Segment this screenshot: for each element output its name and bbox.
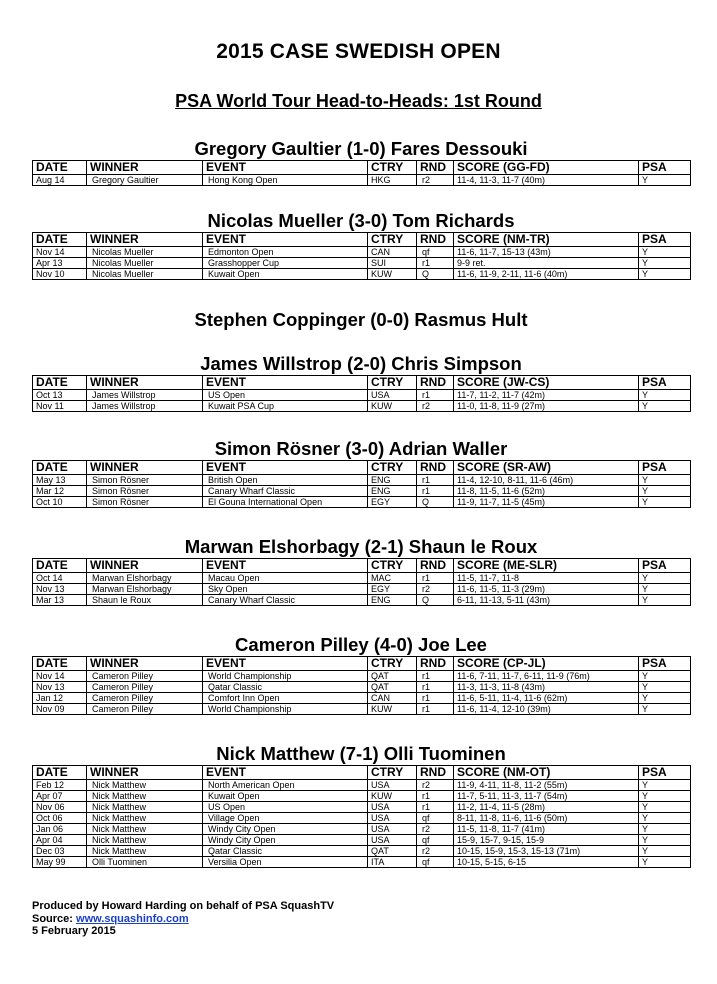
table-row [33,497,691,508]
cell-ctry: USA [368,824,417,835]
head-to-head-table [32,460,691,508]
column-header-date: DATE [33,559,87,573]
column-header-event: EVENT [203,161,368,175]
cell-psa: Y [639,497,691,508]
table-row [33,175,691,186]
cell-event: Kuwait PSA Cup [203,401,368,412]
cell-score: 11-0, 11-8, 11-9 (27m) [454,401,639,412]
cell-winner: Simon Rösner [87,486,203,497]
cell-winner: Nicolas Mueller [87,269,203,280]
column-header-psa: PSA [639,376,691,390]
matchup-section [32,308,690,331]
cell-ctry: EGY [368,497,417,508]
matchup-section [32,742,690,868]
cell-score: 11-4, 11-3, 11-7 (40m) [454,175,639,186]
cell-event: Canary Wharf Classic [203,486,368,497]
table-header-row [33,161,691,175]
table-row [33,791,691,802]
matchup-section [32,437,690,508]
cell-psa: Y [639,813,691,824]
cell-date: Oct 10 [33,497,87,508]
footer [32,900,334,938]
matchup-heading: Marwan Elshorbagy (2-1) Shaun le Roux [184,536,538,557]
cell-ctry: ENG [368,475,417,486]
cell-rnd: r1 [417,802,454,813]
column-header-date: DATE [33,161,87,175]
cell-ctry: KUW [368,269,417,280]
cell-date: Apr 04 [33,835,87,846]
cell-ctry: KUW [368,791,417,802]
cell-winner: Gregory Gaultier [87,175,203,186]
column-header-psa: PSA [639,766,691,780]
cell-psa: Y [639,802,691,813]
cell-psa: Y [639,175,691,186]
cell-score: 11-7, 11-2, 11-7 (42m) [454,390,639,401]
cell-date: Dec 03 [33,846,87,857]
cell-ctry: USA [368,835,417,846]
table-row [33,824,691,835]
cell-score: 11-6, 11-9, 2-11, 11-6 (40m) [454,269,639,280]
cell-ctry: MAC [368,573,417,584]
cell-winner: James Willstrop [87,401,203,412]
column-header-winner: WINNER [87,766,203,780]
cell-date: Nov 13 [33,584,87,595]
cell-date: Nov 06 [33,802,87,813]
matchup-section [32,535,690,606]
matchup-section [32,137,690,186]
column-header-rnd: RND [417,766,454,780]
column-header-psa: PSA [639,233,691,247]
table-row [33,780,691,791]
cell-winner: Cameron Pilley [87,682,203,693]
cell-rnd: qf [417,813,454,824]
column-header-ctry: CTRY [368,376,417,390]
cell-event: Hong Kong Open [203,175,368,186]
cell-score: 10-15, 15-9, 15-3, 15-13 (71m) [454,846,639,857]
table-row [33,813,691,824]
matchup-heading: Gregory Gaultier (1-0) Fares Dessouki [194,138,528,159]
column-header-event: EVENT [203,559,368,573]
column-header-psa: PSA [639,161,691,175]
table-row [33,595,691,606]
table-row [33,401,691,412]
cell-rnd: Q [417,269,454,280]
cell-ctry: USA [368,390,417,401]
table-row [33,682,691,693]
cell-event: North American Open [203,780,368,791]
table-row [33,693,691,704]
cell-date: Aug 14 [33,175,87,186]
cell-date: Mar 13 [33,595,87,606]
matchup-heading: James Willstrop (2-0) Chris Simpson [200,353,522,374]
page-title: 2015 CASE SWEDISH OPEN [216,40,501,63]
column-header-psa: PSA [639,657,691,671]
cell-date: Nov 14 [33,671,87,682]
cell-psa: Y [639,258,691,269]
cell-winner: Simon Rösner [87,475,203,486]
cell-score: 11-9, 11-7, 11-5 (45m) [454,497,639,508]
cell-rnd: r2 [417,846,454,857]
cell-score: 11-6, 5-11, 11-4, 11-6 (62m) [454,693,639,704]
column-header-score: SCORE (JW-CS) [454,376,639,390]
cell-winner: Nicolas Mueller [87,258,203,269]
cell-date: Oct 06 [33,813,87,824]
cell-psa: Y [639,486,691,497]
cell-date: Jan 06 [33,824,87,835]
column-header-date: DATE [33,766,87,780]
column-header-winner: WINNER [87,461,203,475]
cell-psa: Y [639,573,691,584]
column-header-ctry: CTRY [368,461,417,475]
table-header-row [33,461,691,475]
source-label: Source: [32,912,77,925]
cell-event: Qatar Classic [203,846,368,857]
cell-psa: Y [639,780,691,791]
column-header-winner: WINNER [87,657,203,671]
cell-ctry: USA [368,802,417,813]
cell-event: Kuwait Open [203,269,368,280]
column-header-event: EVENT [203,233,368,247]
cell-date: Nov 09 [33,704,87,715]
cell-winner: Nick Matthew [87,835,203,846]
cell-score: 11-6, 11-7, 15-13 (43m) [454,247,639,258]
cell-score: 11-3, 11-3, 11-8 (43m) [454,682,639,693]
cell-ctry: CAN [368,693,417,704]
cell-rnd: r2 [417,824,454,835]
cell-ctry: USA [368,813,417,824]
cell-rnd: r1 [417,258,454,269]
column-header-winner: WINNER [87,233,203,247]
cell-rnd: r2 [417,780,454,791]
column-header-event: EVENT [203,657,368,671]
cell-rnd: r2 [417,584,454,595]
cell-psa: Y [639,269,691,280]
cell-date: Nov 10 [33,269,87,280]
cell-psa: Y [639,835,691,846]
cell-score: 11-6, 7-11, 11-7, 6-11, 11-9 (76m) [454,671,639,682]
cell-event: Sky Open [203,584,368,595]
cell-score: 11-6, 11-4, 12-10 (39m) [454,704,639,715]
cell-rnd: qf [417,835,454,846]
cell-score: 11-8, 11-5, 11-6 (52m) [454,486,639,497]
cell-score: 11-2, 11-4, 11-5 (28m) [454,802,639,813]
cell-score: 8-11, 11-8, 11-6, 11-6 (50m) [454,813,639,824]
column-header-ctry: CTRY [368,766,417,780]
cell-rnd: Q [417,497,454,508]
source-link[interactable]: www.squashinfo.com [76,912,189,925]
cell-rnd: r2 [417,401,454,412]
column-header-psa: PSA [639,559,691,573]
cell-score: 11-7, 5-11, 11-3, 11-7 (54m) [454,791,639,802]
cell-winner: Olli Tuominen [87,857,203,868]
matchup-heading: Cameron Pilley (4-0) Joe Lee [235,634,487,655]
cell-winner: Shaun le Roux [87,595,203,606]
head-to-head-table [32,375,691,412]
column-header-event: EVENT [203,766,368,780]
cell-winner: Cameron Pilley [87,671,203,682]
table-row [33,802,691,813]
cell-psa: Y [639,595,691,606]
cell-event: Canary Wharf Classic [203,595,368,606]
cell-event: Windy City Open [203,835,368,846]
matchup-heading: Nicolas Mueller (3-0) Tom Richards [207,210,515,231]
cell-ctry: QAT [368,671,417,682]
cell-event: Macau Open [203,573,368,584]
cell-winner: Cameron Pilley [87,693,203,704]
table-header-row [33,376,691,390]
table-row [33,704,691,715]
cell-event: World Championship [203,704,368,715]
matchup-heading: Simon Rösner (3-0) Adrian Waller [214,438,508,459]
head-to-head-table [32,656,691,715]
column-header-rnd: RND [417,461,454,475]
cell-score: 9-9 ret. [454,258,639,269]
column-header-rnd: RND [417,161,454,175]
cell-date: Oct 13 [33,390,87,401]
cell-rnd: r1 [417,486,454,497]
column-header-winner: WINNER [87,376,203,390]
cell-score: 11-6, 11-5, 11-3 (29m) [454,584,639,595]
cell-ctry: CAN [368,247,417,258]
column-header-score: SCORE (ME-SLR) [454,559,639,573]
matchup-section [32,633,690,715]
cell-event: El Gouna International Open [203,497,368,508]
cell-event: British Open [203,475,368,486]
table-row [33,835,691,846]
cell-event: US Open [203,390,368,401]
cell-winner: Cameron Pilley [87,704,203,715]
column-header-rnd: RND [417,376,454,390]
table-header-row [33,559,691,573]
matchup-section [32,209,690,280]
cell-score: 6-11, 11-13, 5-11 (43m) [454,595,639,606]
column-header-date: DATE [33,376,87,390]
table-header-row [33,766,691,780]
column-header-score: SCORE (NM-OT) [454,766,639,780]
column-header-winner: WINNER [87,559,203,573]
column-header-score: SCORE (SR-AW) [454,461,639,475]
cell-rnd: r1 [417,704,454,715]
cell-psa: Y [639,247,691,258]
column-header-score: SCORE (NM-TR) [454,233,639,247]
head-to-head-table [32,558,691,606]
cell-ctry: ENG [368,595,417,606]
cell-ctry: ITA [368,857,417,868]
cell-winner: Nicolas Mueller [87,247,203,258]
cell-ctry: HKG [368,175,417,186]
cell-event: US Open [203,802,368,813]
cell-date: May 13 [33,475,87,486]
column-header-psa: PSA [639,461,691,475]
table-row [33,846,691,857]
cell-rnd: r2 [417,175,454,186]
cell-event: Edmonton Open [203,247,368,258]
table-row [33,573,691,584]
cell-score: 11-9, 4-11, 11-8, 11-2 (55m) [454,780,639,791]
cell-date: Oct 14 [33,573,87,584]
cell-event: Windy City Open [203,824,368,835]
column-header-ctry: CTRY [368,559,417,573]
page-subtitle: PSA World Tour Head-to-Heads: 1st Round [175,91,542,111]
cell-rnd: Q [417,595,454,606]
cell-event: Kuwait Open [203,791,368,802]
cell-ctry: QAT [368,682,417,693]
cell-ctry: ENG [368,486,417,497]
cell-psa: Y [639,671,691,682]
head-to-head-table [32,160,691,186]
cell-ctry: EGY [368,584,417,595]
cell-rnd: r1 [417,390,454,401]
cell-ctry: SUI [368,258,417,269]
table-row [33,584,691,595]
cell-psa: Y [639,846,691,857]
cell-winner: Marwan Elshorbagy [87,584,203,595]
matchup-heading: Stephen Coppinger (0-0) Rasmus Hult [194,309,528,330]
cell-psa: Y [639,475,691,486]
column-header-event: EVENT [203,376,368,390]
cell-event: World Championship [203,671,368,682]
cell-ctry: USA [368,780,417,791]
table-row [33,857,691,868]
table-header-row [33,657,691,671]
cell-rnd: r1 [417,573,454,584]
column-header-rnd: RND [417,559,454,573]
column-header-rnd: RND [417,657,454,671]
cell-date: Mar 12 [33,486,87,497]
produced-by-text: Produced by Howard Harding on behalf of PSA SquashTV [32,900,335,912]
column-header-date: DATE [33,233,87,247]
matchup-heading: Nick Matthew (7-1) Olli Tuominen [216,743,506,764]
cell-date: Nov 14 [33,247,87,258]
cell-date: Jan 12 [33,693,87,704]
cell-date: Apr 13 [33,258,87,269]
cell-psa: Y [639,693,691,704]
cell-rnd: r1 [417,791,454,802]
cell-event: Qatar Classic [203,682,368,693]
source-line [32,913,334,926]
cell-psa: Y [639,824,691,835]
head-to-head-table [32,232,691,280]
cell-rnd: r1 [417,475,454,486]
cell-rnd: r1 [417,693,454,704]
column-header-event: EVENT [203,461,368,475]
column-header-ctry: CTRY [368,161,417,175]
cell-date: Nov 11 [33,401,87,412]
cell-score: 10-15, 5-15, 6-15 [454,857,639,868]
cell-winner: Marwan Elshorbagy [87,573,203,584]
cell-psa: Y [639,682,691,693]
head-to-head-table [32,765,691,868]
cell-winner: Nick Matthew [87,802,203,813]
cell-ctry: KUW [368,704,417,715]
cell-psa: Y [639,857,691,868]
cell-rnd: r1 [417,682,454,693]
cell-ctry: KUW [368,401,417,412]
cell-rnd: qf [417,247,454,258]
table-row [33,258,691,269]
column-header-date: DATE [33,657,87,671]
cell-psa: Y [639,791,691,802]
cell-winner: Nick Matthew [87,824,203,835]
column-header-rnd: RND [417,233,454,247]
footer-date: 5 February 2015 [32,925,116,937]
cell-event: Grasshopper Cup [203,258,368,269]
column-header-winner: WINNER [87,161,203,175]
table-row [33,475,691,486]
cell-event: Comfort Inn Open [203,693,368,704]
cell-psa: Y [639,390,691,401]
column-header-ctry: CTRY [368,657,417,671]
cell-event: Versilia Open [203,857,368,868]
table-row [33,390,691,401]
cell-winner: Nick Matthew [87,813,203,824]
cell-date: Nov 13 [33,682,87,693]
cell-winner: Nick Matthew [87,846,203,857]
cell-psa: Y [639,704,691,715]
table-row [33,247,691,258]
column-header-date: DATE [33,461,87,475]
cell-psa: Y [639,401,691,412]
cell-event: Village Open [203,813,368,824]
table-row [33,269,691,280]
cell-score: 11-5, 11-8, 11-7 (41m) [454,824,639,835]
cell-rnd: qf [417,857,454,868]
column-header-score: SCORE (CP-JL) [454,657,639,671]
table-row [33,486,691,497]
cell-ctry: QAT [368,846,417,857]
cell-psa: Y [639,584,691,595]
table-row [33,671,691,682]
cell-rnd: r1 [417,671,454,682]
cell-date: Feb 12 [33,780,87,791]
column-header-ctry: CTRY [368,233,417,247]
cell-winner: Nick Matthew [87,780,203,791]
cell-winner: Nick Matthew [87,791,203,802]
table-header-row [33,233,691,247]
cell-date: May 99 [33,857,87,868]
cell-score: 15-9, 15-7, 9-15, 15-9 [454,835,639,846]
matchup-section [32,352,690,412]
cell-winner: James Willstrop [87,390,203,401]
cell-date: Apr 07 [33,791,87,802]
cell-score: 11-5, 11-7, 11-8 [454,573,639,584]
column-header-score: SCORE (GG-FD) [454,161,639,175]
cell-score: 11-4, 12-10, 8-11, 11-6 (46m) [454,475,639,486]
cell-winner: Simon Rösner [87,497,203,508]
